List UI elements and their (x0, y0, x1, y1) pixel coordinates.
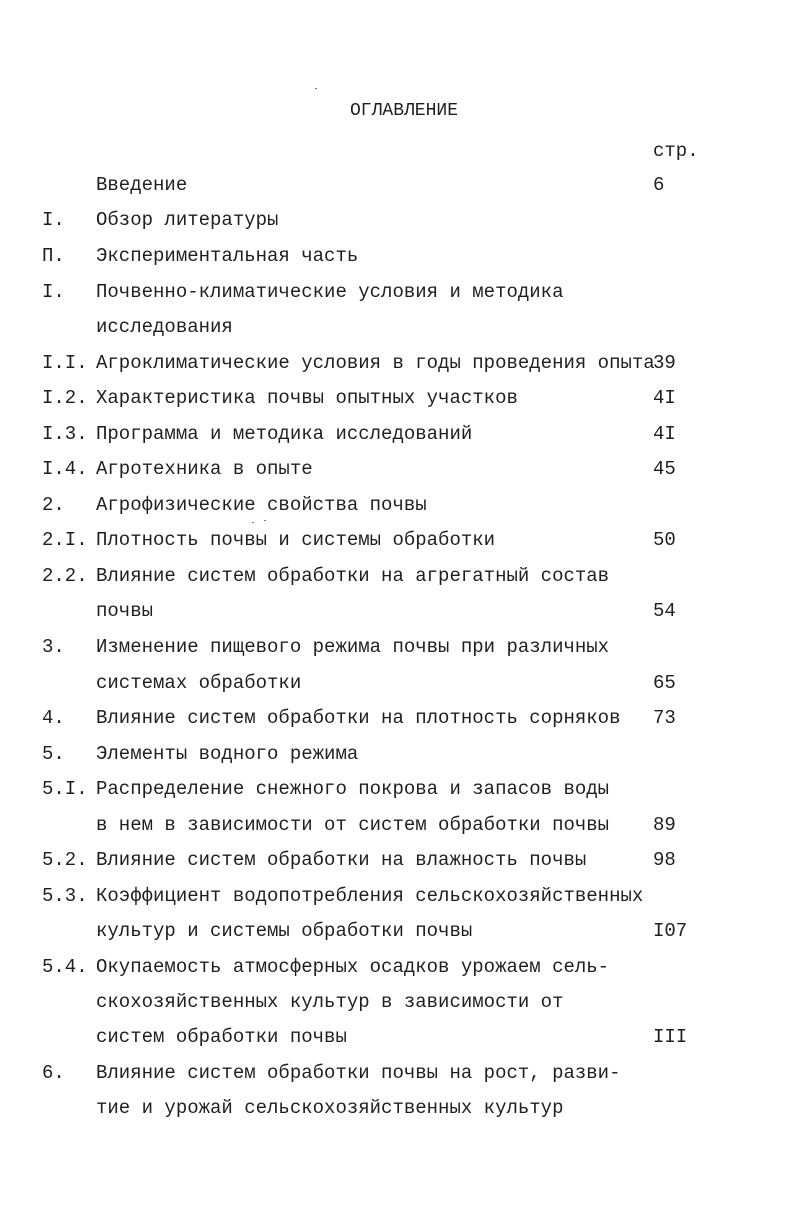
toc-entry-number: 5. (42, 743, 65, 765)
toc-entry (0, 383, 798, 413)
toc-entry (0, 845, 798, 875)
toc-entry-number: 5.3. (42, 885, 88, 907)
toc-entry-text: Характеристика почвы опытных участков (96, 387, 518, 409)
toc-entry (0, 312, 798, 342)
toc-entry (0, 916, 798, 946)
toc-entry-page: III (653, 1026, 688, 1048)
toc-entry-text: Окупаемость атмосферных осадков урожаем сель- (96, 956, 610, 978)
toc-entry (0, 1093, 798, 1123)
toc-entry-page: 4I (653, 423, 676, 445)
toc-entry (0, 810, 798, 840)
toc-entry (0, 205, 798, 235)
toc-entry (0, 739, 798, 769)
toc-entry-text: Коэффициент водопотребления сельскохозяйственных (96, 885, 644, 907)
toc-entry (0, 525, 798, 555)
toc-entry-text: Изменение пищевого режима почвы при различных (96, 636, 610, 658)
toc-entry-text: системах обработки (96, 672, 302, 694)
toc-entry-text: тие и урожай сельскохозяйственных культур (96, 1097, 564, 1119)
toc-entry-number: 2.2. (42, 565, 88, 587)
toc-entry (0, 703, 798, 733)
toc-entry-number: I.3. (42, 423, 88, 445)
scan-speck (252, 522, 254, 523)
toc-entry (0, 952, 798, 982)
toc-entry-text: Обзор литературы (96, 209, 279, 231)
toc-entry (0, 454, 798, 484)
toc-entry-number: I. (42, 281, 65, 303)
toc-entry-page: 39 (653, 352, 676, 374)
toc-entry-text: Программа и методика исследований (96, 423, 473, 445)
toc-entry (0, 881, 798, 911)
toc-entry-text: Агротехника в опыте (96, 458, 313, 480)
toc-entry (0, 490, 798, 520)
toc-entry-number: I.4. (42, 458, 88, 480)
toc-entry-page: 50 (653, 529, 676, 551)
toc-entry-text: Распределение снежного покрова и запасов воды (96, 778, 610, 800)
toc-entry (0, 987, 798, 1017)
toc-entry-number: 2.I. (42, 529, 88, 551)
toc-entry (0, 419, 798, 449)
toc-entry (0, 170, 798, 200)
scan-speck (264, 520, 266, 521)
toc-entry-text: исследования (96, 316, 233, 338)
toc-entry-page: 73 (653, 707, 676, 729)
toc-entry-number: 6. (42, 1062, 65, 1084)
toc-entry-text: в нем в зависимости от систем обработки почвы (96, 814, 610, 836)
toc-entry-text: Влияние систем обработки на влажность почвы (96, 849, 587, 871)
toc-entry-number: 4. (42, 707, 65, 729)
toc-entry-number: 2. (42, 494, 65, 516)
toc-entry-text: культур и системы обработки почвы (96, 920, 473, 942)
toc-entry-text: скохозяйственных культур в зависимости от (96, 991, 564, 1013)
toc-entry-text: Агрофизические свойства почвы (96, 494, 427, 516)
toc-entry-number: 5.4. (42, 956, 88, 978)
toc-entry-number: 5.I. (42, 778, 88, 800)
toc-entry-number: 3. (42, 636, 65, 658)
toc-entry-page: 98 (653, 849, 676, 871)
toc-entry-text: Экспериментальная часть (96, 245, 359, 267)
toc-entry-text: Плотность почвы и системы обработки (96, 529, 496, 551)
toc-entry-text: Агроклиматические условия в годы проведения опыта (96, 352, 655, 374)
toc-entry-page: 65 (653, 672, 676, 694)
toc-entry (0, 668, 798, 698)
toc-entry (0, 1058, 798, 1088)
toc-entry-number: I.I. (42, 352, 88, 374)
toc-entry-page: 6 (653, 174, 665, 196)
toc-entry-text: Влияние систем обработки почвы на рост, разви- (96, 1062, 621, 1084)
toc-entry-text: Введение (96, 174, 188, 196)
toc-entry-page: 4I (653, 387, 676, 409)
toc-entry (0, 1022, 798, 1052)
toc-entry (0, 561, 798, 591)
scan-speck (315, 88, 317, 89)
toc-entry-page: I07 (653, 920, 688, 942)
toc-entry-text: Элементы водного режима (96, 743, 359, 765)
toc-entry-number: I. (42, 209, 65, 231)
toc-entry-text: систем обработки почвы (96, 1026, 347, 1048)
toc-entry-text: Влияние систем обработки на агрегатный состав (96, 565, 610, 587)
toc-entry (0, 774, 798, 804)
toc-entry (0, 632, 798, 662)
toc-entry-number: 5.2. (42, 849, 88, 871)
toc-entry (0, 277, 798, 307)
toc-entry-text: Влияние систем обработки на плотность сорняков (96, 707, 621, 729)
toc-entry-page: 45 (653, 458, 676, 480)
toc-entry-page: 89 (653, 814, 676, 836)
toc-entry-text: почвы (96, 600, 154, 622)
page-column-header: стр. (653, 140, 699, 162)
toc-entry (0, 348, 798, 378)
toc-entry-number: I.2. (42, 387, 88, 409)
toc-entry (0, 596, 798, 626)
toc-entry-number: П. (42, 245, 65, 267)
toc-entry-text: Почвенно-климатические условия и методика (96, 281, 564, 303)
page-title: ОГЛАВЛЕНИЕ (349, 101, 459, 121)
toc-entry (0, 241, 798, 271)
toc-entry-page: 54 (653, 600, 676, 622)
